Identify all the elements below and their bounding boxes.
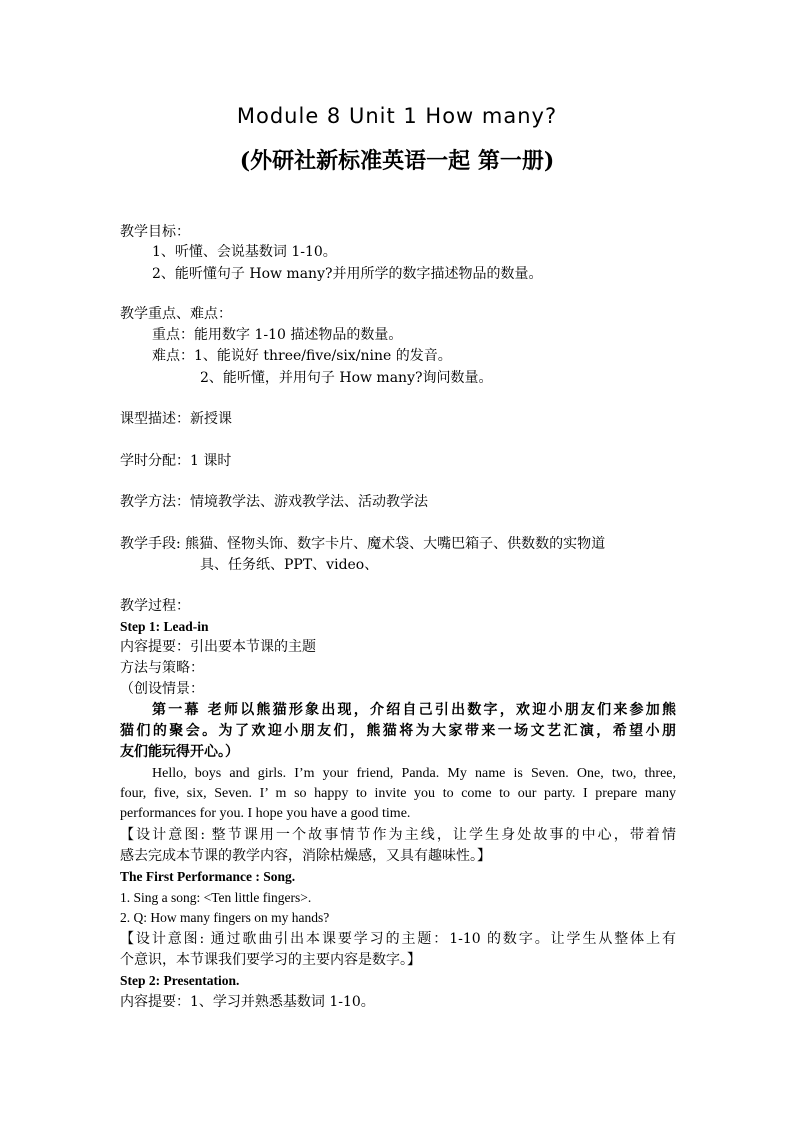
teacher-speech-line: performances for you. I hope you have a good time. [120,806,411,821]
teaching-tools-cont: 具、任务纸、PPT、video、 [200,557,379,573]
first-performance-title: The First Performance : Song. [120,869,296,884]
design-intent-line: 个意识，本节课我们要学习的主要内容是数字。】 [120,952,421,968]
time-allocation: 学时分配：1 课时 [120,453,232,469]
teaching-tools: 教学手段: 熊猫、怪物头饰、数字卡片、魔术袋、大嘴巴箱子、供数数的实物道 [120,536,606,552]
step2-content: 内容提要：1、学习并熟悉基数词 1-10。 [120,994,375,1010]
teaching-methods: 教学方法：情境教学法、游戏教学法、活动教学法 [120,494,428,510]
design-intent-line: 【设计意图: 通过歌曲引出本课要学习的主题：1-10 的数字。让学生从整体上有 [120,931,676,947]
teacher-speech-line: four, five, six, Seven. I’ m so happy to invite you to come to our party. I prepare many [120,786,676,801]
difficult-point: 2、能听懂，并用句子 How many?询问数量。 [200,370,493,386]
step1-content: 内容提要：引出要本节课的主题 [120,639,316,655]
performance-item: 2. Q: How many fingers on my hands? [120,910,330,925]
module-title: Module 8 Unit 1 How many? [236,104,558,128]
act-one-line: 猫们的聚会。为了欢迎小朋友们，熊猫将为大家带来一场文艺汇演，希望小朋 [120,723,676,739]
design-intent-line: 【设计意图: 整节课用一个故事情节作为主线，让学生身处故事的中心，带着情 [120,827,676,843]
act-one-line: 友们能玩得开心。） [120,744,239,760]
key-point: 重点：能用数字 1-10 描述物品的数量。 [152,327,403,343]
step1-scene: （创设情景： [120,681,204,697]
teacher-speech-line: Hello, boys and girls. I’m your friend, Panda. My name is Seven. One, two, three, [152,766,676,781]
difficult-point: 难点：1、能说好 three/five/six/nine 的发音。 [152,348,452,364]
step2-title: Step 2: Presentation. [120,973,240,988]
objective-item: 1、听懂、会说基数词 1-10。 [152,244,337,260]
step1-title: Step 1: Lead-in [120,619,209,634]
textbook-subtitle: (外研社新标准英语一起 第一册) [239,148,555,174]
objectives-heading: 教学目标： [120,224,190,240]
act-one-line: 第一幕 老师以熊猫形象出现，介绍自己引出数字，欢迎小朋友们来参加熊 [152,702,676,718]
lesson-type: 课型描述：新授课 [120,411,232,427]
design-intent-line: 感去完成本节课的教学内容，消除枯燥感，又具有趣味性。】 [120,848,491,864]
objective-item: 2、能听懂句子 How many?并用所学的数字描述物品的数量。 [152,266,543,282]
step1-method: 方法与策略： [120,660,204,676]
key-points-heading: 教学重点、难点： [120,306,232,322]
performance-item: 1. Sing a song: <Ten little fingers>. [120,890,312,905]
process-heading: 教学过程： [120,598,190,614]
